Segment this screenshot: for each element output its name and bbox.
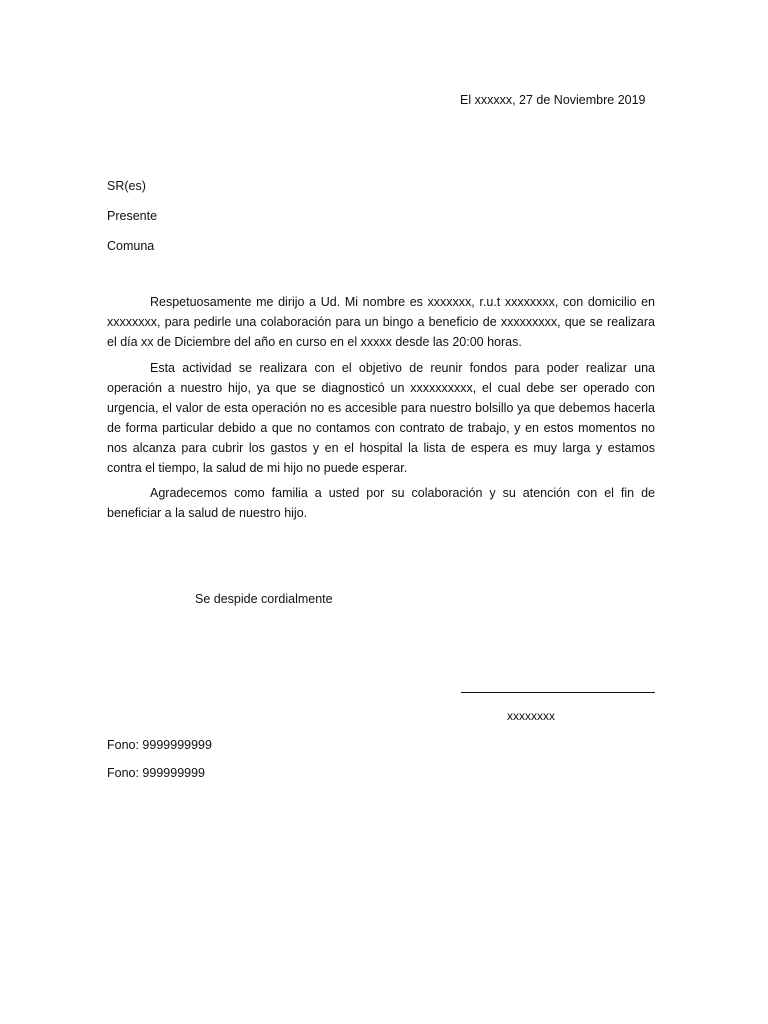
phone-2: Fono: 999999999 bbox=[107, 766, 206, 780]
signature-name: xxxxxxxx bbox=[507, 709, 555, 723]
date-line: El xxxxxx, 27 de Noviembre 2019 bbox=[460, 93, 646, 107]
body-paragraph-1: Respetuosamente me dirijo a Ud. Mi nombre es xxxxxxx, r.u.t xxxxxxxx, con domicilio en xxxxxxxx, para pedirle una colaboración para un bingo a beneficio de xxxxxxxxx, que se realizara el día xx de Diciembre del año en curso en el xxxxx desde las 20:00 horas. bbox=[107, 295, 655, 349]
signature-line bbox=[461, 692, 655, 693]
closing-line: Se despide cordialmente bbox=[195, 592, 333, 606]
recipient-comuna: Comuna bbox=[107, 239, 155, 253]
phone-1: Fono: 9999999999 bbox=[107, 738, 212, 752]
recipient-title: SR(es) bbox=[107, 179, 146, 193]
recipient-presente: Presente bbox=[107, 209, 158, 223]
body-paragraph-3: Agradecemos como familia a usted por su colaboración y su atención con el fin de beneficiar a la salud de nuestro hijo. bbox=[107, 486, 655, 520]
body-paragraph-2: Esta actividad se realizara con el objetivo de reunir fondos para poder realizar una operación a nuestro hijo, ya que se diagnosticó un xxxxxxxxxx, el cual debe ser operado con urgencia, el valor de esta operación no es accesible para nuestro bolsillo ya que debemos hacerla de forma particular debido a que no contamos con contrato de trabajo, y en estos momentos no nos alcanza para cubrir los gastos y en el hospital la lista de espera es muy larga y estamos contra el tiempo, la salud de mi hijo no puede esperar. bbox=[107, 361, 655, 475]
